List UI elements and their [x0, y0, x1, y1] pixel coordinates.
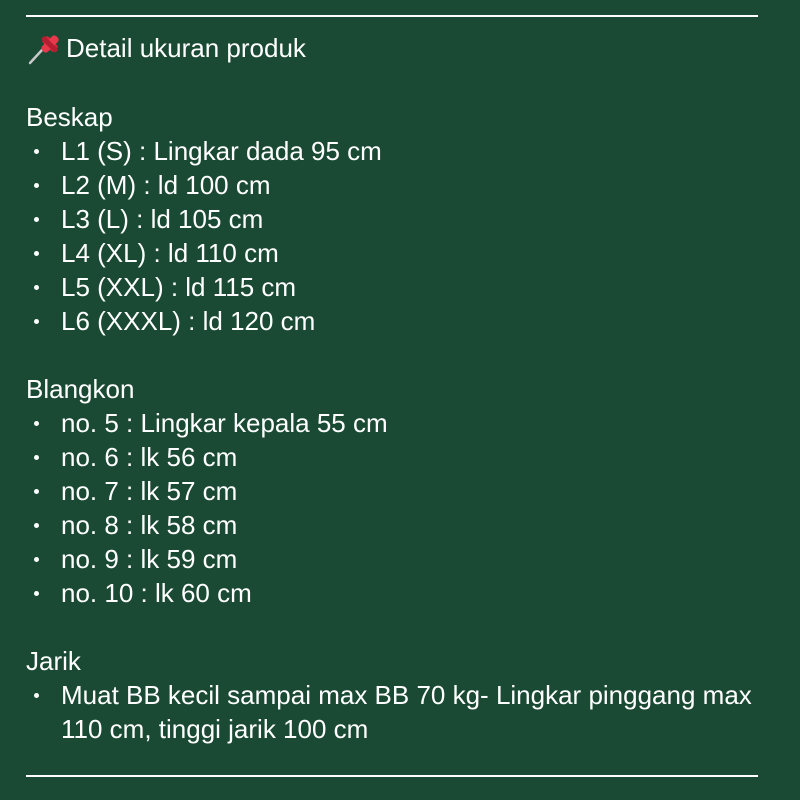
list-item: no. 9 : lk 59 cm	[26, 542, 766, 576]
list-item: L5 (XXL) : ld 115 cm	[26, 270, 766, 304]
beskap-heading: Beskap	[26, 102, 113, 132]
jarik-section	[26, 644, 766, 746]
beskap-section	[26, 100, 766, 338]
size-details-content	[26, 30, 766, 746]
top-divider	[26, 15, 758, 17]
title-row	[26, 30, 766, 66]
blangkon-heading: Blangkon	[26, 374, 135, 404]
blangkon-section	[26, 372, 766, 610]
list-item: L2 (M) : ld 100 cm	[26, 168, 766, 202]
list-item: L4 (XL) : ld 110 cm	[26, 236, 766, 270]
pushpin-icon	[26, 30, 66, 66]
list-item: no. 6 : lk 56 cm	[26, 440, 766, 474]
list-item: L6 (XXXL) : ld 120 cm	[26, 304, 766, 338]
list-item: Muat BB kecil sampai max BB 70 kg- Lingkar pinggang max 110 cm, tinggi jarik 100 cm	[26, 678, 766, 746]
list-item: no. 5 : Lingkar kepala 55 cm	[26, 406, 766, 440]
list-item: no. 8 : lk 58 cm	[26, 508, 766, 542]
beskap-list	[26, 134, 766, 338]
blangkon-list	[26, 406, 766, 610]
page-title: Detail ukuran produk	[66, 33, 306, 63]
list-item: no. 7 : lk 57 cm	[26, 474, 766, 508]
jarik-heading: Jarik	[26, 646, 81, 676]
list-item: no. 10 : lk 60 cm	[26, 576, 766, 610]
list-item: L3 (L) : ld 105 cm	[26, 202, 766, 236]
bottom-divider	[26, 775, 758, 777]
list-item: L1 (S) : Lingkar dada 95 cm	[26, 134, 766, 168]
jarik-list	[26, 678, 766, 746]
